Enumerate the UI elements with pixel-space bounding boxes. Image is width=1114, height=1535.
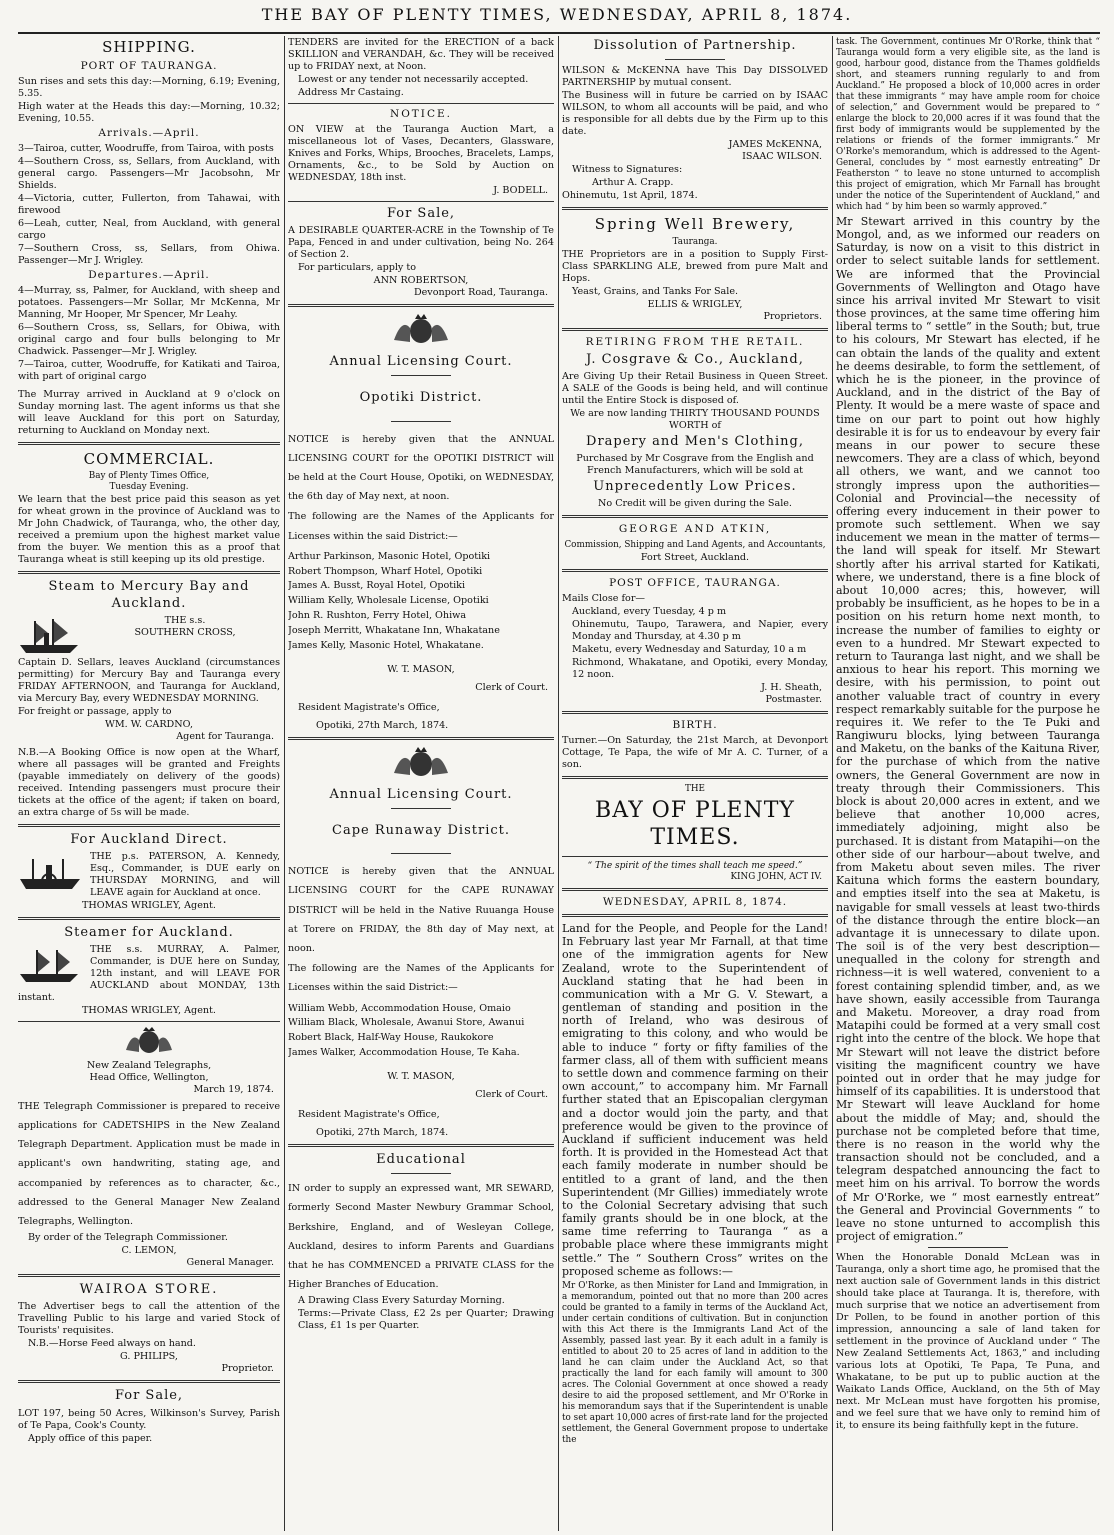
retire-goods: Drapery and Men's Clothing, [586,434,804,450]
divider [18,917,280,920]
editorial-quote: Mr O'Rorke, as then Minister for Land and Immigration, in a memorandum, pointed out that no more than 200 acres could be granted to a family in terms of the Auckland Act, under certain conditions of cultivation. But in conjunction with this Act there is the Immigrants Land Act of the Assembly, passed last year. By it each adult in a family is entitled to about 20 to 25 acres of land in addition to the land he can claim under the Auckland Act, so that practically the land for each family will amount to 300 acres. The Colonial Government at once showed a ready desire to aid the proposed settlement, and Mr O'Rorke in his memorandum says that if the Superintendent is unable to set apart 10,000 acres of first-rate land for the projected settlement, the General Government propose to undertake the [562,1281,828,1445]
court2-sign: W. T. MASON, [387,1070,455,1082]
direct-title: For Auckland Direct. [70,831,228,847]
tele-text: THE Telegraph Commissioner is prepared to receive applications for CADETSHIPS in the New Zealand Telegraph Department. Application must be made in applicant's own handwriting, stating age, and accompanied by references as to character, &c., addressed to the General Manager New Zealand Telegraphs, Wellington. [18,1100,280,1228]
divider [18,1274,280,1277]
masthead: THE BAY OF PLENTY TIMES, WEDNESDAY, APRIL 8, 1874. [261,5,853,24]
arrival-item: 6—Leah, cutter, Neal, from Auckland, with general cargo [18,217,280,241]
tele-head2: Head Office, Wellington, [89,1071,209,1083]
edu-terms: Terms:—Private Class, £2 2s per Quarter; Drawing Class, £1 1s per Quarter. [298,1308,554,1332]
ship-icon [18,617,86,657]
divider [391,853,451,854]
retire-credit: No Credit will be given during the Sale. [597,498,792,510]
diss-witness: Witness to Signatures: [572,164,683,176]
commercial-title: COMMERCIAL. [83,449,215,468]
divider [18,1021,280,1022]
diss-title: Dissolution of Partnership. [593,38,797,53]
editorial-quote-continued: task. The Government, continues Mr O'Rorke, think that “ Tauranga would form a very eligible site, as the land is good, harbour good, distance from the Thames goldfields short, and steamers running regularly to and from Auckland.” He proposed a block of 10,000 acres in order that these immigrants “ may have ample room for choice of selection,” and Government would be prepared to “ enlarge the block to 20,000 acres if it was found that the first body of immigrants would be supplemented by the relations or friends of the former immigrants.” Mr O'Rorke's memorandum, which is addressed to the Agent-General, concludes by “ most earnestly entreating” Dr Featherston “ to leave no stone unturned to accomplish this project of emigration, which Mr Farnall has brought under the notice of the Superintendent of Auckland,” and which had “ by him been so warmly approved.” [836,37,1100,212]
list-item: James Kelly, Masonic Hotel, Whakatane. [288,639,484,651]
departures-heading: Departures.—April. [88,268,210,281]
divider [562,328,828,331]
post-item: Maketu, every Wednesday and Saturday, 10 a m [572,643,807,655]
atkin-sub: Commission, Shipping and Land Agents, and Accountants, [564,539,826,550]
royal-crest-icon [122,1026,176,1056]
column-rule [558,36,559,1531]
court1-names [288,550,554,654]
ship-icon [18,853,86,893]
paper-motto-source: KING JOHN, ACT IV. [730,871,822,882]
steam-agent-title: Agent for Tauranga. [176,730,274,742]
tele-head1: New Zealand Telegraphs, [86,1059,212,1071]
editorial-main: Mr Stewart arrived in this country by the Mongol, and, as we informed our readers on Saturday, is now on a visit to this district in order to select suitable lands for settlement. We are informed that the Provincial Governments of Wellington and Otago have since his arrival invited Mr Stewart to visit those provinces, at the same time offering him liberal terms to “ settle” in the South; but, true to his colours, Mr Stewart has elected, if he can obtain the lands of the quality and extent he deems desirable, to form the settlement, of which he is the pioneer, in the province of Auckland, and in the district of the Bay of Plenty. It would be a mere waste of space and time on our part to point out how highly desirable it is for us to endeavour by every fair means in our power to secure these newcomers. They are a class of which, beyond all others, we want, and we cannot too strongly impress upon the authorities—Colonial and Provincial—the necessity of offering every inducement in their power to promote such settlement. When we say inducement we mean in the matter of terms—the land will speak for itself. Mr Stewart shortly after his arrival started for Katikati, where, we understand, there is a fine block of about 10,000 acres; this, however, will probably be insufficient, as he hopes to be in a position on his return home next month, to increase the number of families to eighty or even to a hundred. Mr Stewart expected to return to Tauranga last night, and we shall be anxious to hear his report. This morning we desire, with his permission, to point out another valuable tract of country in every respect remarkably suitable for the purpose he requires it. We refer to the Te Puki and Rangiwuru blocks, lying between Tauranga and Maketu, on the banks of the Kaituna River, for the purchase of which from the native owners, the General Government are now in treaty through their Commissioners. This block is about 20,000 acres in extent, and we believe that another 10,000 acres, immediately adjoining, might also be purchased. It is distant from Matapihi—on the other side of our harbour—about twelve, and from Maketu about seven miles. The river Kaituna which forms the eastern boundary, and empties itself into the sea at Maketu, is navigable for small vessels at least two-thirds of the distance through the entire block—an advantage it is unnecessary to dilate upon. The soil is of the very best description—unequalled in the colony for strength and richness—it is well watered, convenient to a forest containing splendid timber, and, as we have shown, easily accessible from Tauranga and Maketu. Moreover, a dray road from Matapihi could be formed at a very small cost right into the centre of the block. We hope that Mr Stewart will not leave the district before visiting the magnificent country we have pointed out in order that he may judge for himself of its capabilities. It is understood that Mr Stewart will leave Auckland for home about the middle of May; and, should the purchase not be completed before that time, there is no reason in the world why the transaction should not be concluded, and a telegram despatched announcing the fact to meet him on his arrival. To borrow the words of Mr O'Rorke, we “ most earnestly entreat” the General and Provincial Governments “ to leave no stone unturned to accomplish this project of emigration.” [836,214,1100,1244]
divider [562,776,828,779]
tele-order: By order of the Telegraph Commissioner. [28,1232,228,1244]
sale-text: A DESIRABLE QUARTER-ACRE in the Township of Te Papa, Fenced in and under cultivation, being No. 264 of Section 2. [288,225,554,261]
diss-date: Ohinemutu, 1st April, 1874. [562,190,698,202]
divider [288,103,554,104]
list-item: James A. Busst, Royal Hotel, Opotiki [288,580,466,592]
diss-witness-name: Arthur A. Crapp. [592,177,674,189]
forsale-title: For Sale, [114,1388,184,1404]
direct-text: THE p.s. PATERSON, A. Kennedy, Esq., Commander, is DUE early on THURSDAY MORNING, and will LEAVE again for Auckland at once. [90,850,280,898]
post-title: POST OFFICE, TAURANGA. [609,576,781,589]
forsale-text: LOT 197, being 50 Acres, Wilkinson's Survey, Parish of Te Papa, Cook's County. [18,1407,280,1431]
departure-item: 7—Tairoa, cutter, Woodruffe, for Katikati and Tairoa, with part of original cargo [18,358,280,382]
notice-title: NOTICE. [390,107,452,120]
ship-icon [18,946,86,986]
steam-nb: N.B.—A Booking Office is now open at the Wharf, where all passages will be granted and Freights (payable immediately on delivery of the goods) received. Intending passengers must procure their tickets at the office of the agent; if taken on board, an extra charge of 5s will be made. [18,746,280,818]
divider [391,421,451,422]
court1-notice: NOTICE is hereby given that the ANNUAL LICENSING COURT for the OPOTIKI DISTRICT will be held at the Court House, Opotiki, on WEDNESDAY, the 6th day of May next, at noon. [288,433,554,503]
tenders-addr: Address Mr Castaing. [298,86,404,98]
list-item: James Walker, Accommodation House, Te Kaha. [288,1047,520,1059]
column-2 [288,36,554,1531]
court1-title: Annual Licensing Court. [329,354,513,370]
column-rule [832,36,833,1531]
diss-sign2: ISAAC WILSON. [742,151,822,163]
divider [562,914,828,917]
divider [562,207,828,210]
divider [288,304,554,307]
steam-freight: For freight or passage, apply to [18,705,172,717]
court2-office: Resident Magistrate's Office, [298,1108,440,1120]
court1-date: Opotiki, 27th March, 1874. [316,719,449,731]
list-item: William Black, Wholesale, Awanui Store, Awanui [288,1017,525,1029]
sale-title: For Sale, [386,205,456,221]
divider [665,59,725,60]
notice-text: ON VIEW at the Tauranga Auction Mart, a miscellaneous lot of Vases, Decanters, Glassware, Knives and Forks, Whips, Brooches, Bracelets, Lamps, Ornaments, &c., to be Sold by Auction on WEDNESDAY, 18th inst. [288,124,554,183]
diss-text2: The Business will in future be carried on by ISAAC WILSON, to whom all accounts will be paid, and who is responsible for all debts due by the Firm up to this date. [562,90,828,138]
divider [928,1247,1008,1248]
retire-text: Are Giving Up their Retail Business in Queen Street. A SALE of the Goods is being held, and will continue until the Entire Stock is disposed of. [562,371,828,407]
arrival-item: 3—Tairoa, cutter, Woodruffe, from Tairoa, with posts [18,142,274,154]
steam-title: Steam to Mercury Bay and Auckland. [48,579,250,611]
court2-names [288,1002,554,1061]
paper-the: THE [685,783,705,794]
port-title: PORT OF TAURANGA. [80,59,218,72]
retire-purchased: Purchased by Mr Cosgrave from the English and French Manufacturers, which will be sold at [576,453,814,477]
forsale-apply: Apply office of this paper. [28,1432,153,1444]
divider [288,1144,554,1147]
commercial-date: Tuesday Evening. [109,482,189,493]
tele-sign-title: General Manager. [186,1257,274,1269]
wairoa-title: WAIROA STORE. [79,1282,219,1298]
shipping-title: SHIPPING. [102,38,196,56]
court2-date: Opotiki, 27th March, 1874. [316,1126,449,1138]
editorial-text: Land for the People, and People for the Land! In February last year Mr Farnall, at that time one of the immigration agents for New Zealand, wrote to the Superintendent of Auckland stating that he had been in communication with a Mr G. V. Stewart, a gentleman of standing and position in the north of Ireland, who was desirous of emigrating to this colony, and who would be able to induce “ forty or fifty families of the farmer class, all of them with sufficient means to settle down and commence farming on their own account,” to accompany him. Mr Farnall further stated that an Episcopalian clergyman and a doctor would join the party, and that preference would be given to the province of Auckland if sufficient inducement was held forth. It is provided in the Homestead Act that each family moderate in number should be entitled to a grant of land, and the then Superintendent (Mr Gillies) immediately wrote to the Colonial Secretary advising that such family grants should be in one block, at the same time referring to Tauranga “ as a probable place where these immigrants might settle.” The “ Southern Cross” writes on the proposed scheme as follows:— [562,921,828,1278]
murray-note: The Murray arrived in Auckland at 9 o'clock on Sunday morning last. The agent informs us that she will leave Auckland for this port on Saturday, returning to Auckland on Monday next. [18,388,280,436]
divider [288,737,554,740]
divider [562,711,828,714]
departure-item: 6—Southern Cross, ss, Sellars, for Obiwa, with original cargo and four bulls belonging to Mr Chadwick. Passenger—Mr J. Wrigley. [18,321,280,357]
brew-sign-title: Proprietors. [763,310,822,322]
list-item: John R. Rushton, Ferry Hotel, Ohiwa [288,610,467,622]
court2-sign-title: Clerk of Court. [475,1088,548,1100]
steam-the: THE s.s. [164,614,206,626]
list-item: William Kelly, Wholesale License, Opotiki [288,595,489,607]
edu-drawing: A Drawing Class Every Saturday Morning. [298,1295,505,1307]
commercial-office: Bay of Plenty Times Office, [88,471,210,482]
retire-title: RETIRING FROM THE RETAIL. [585,335,805,348]
post-item: Richmond, Whakatane, and Opotiki, every Monday, 12 noon. [572,656,828,680]
divider [562,569,828,572]
list-item: Arthur Parkinson, Masonic Hotel, Opotiki [288,550,491,562]
divider [18,1380,280,1383]
court1-district: Opotiki District. [359,390,483,406]
steam-agent-name: WM. W. CARDNO, [105,718,193,730]
royal-crest-icon [390,312,452,346]
post-sign-title: Postmaster. [765,693,822,705]
wairoa-sign: G. PHILIPS, [120,1351,178,1363]
wairoa-sign-title: Proprietor. [221,1363,274,1375]
retire-firm: J. Cosgrave & Co., Auckland, [586,351,804,367]
list-item: Robert Thompson, Wharf Hotel, Opotiki [288,565,483,577]
commercial-text: We learn that the best price paid this season as yet for wheat grown in the province of Auckland was to Mr John Chadwick, of Tauranga, who, the other day, received a premium upon the highest market value from the buyer. We mention this as a proof that Tauranga wheat is still keeping up its old prestige. [18,494,280,566]
tele-sign: C. LEMON, [121,1245,177,1257]
birth-title: BIRTH. [672,718,718,731]
arrival-item: 4—Victoria, cutter, Fullerton, from Tahawai, with firewood [18,192,280,216]
divider [18,571,280,574]
divider [18,442,280,445]
divider [562,856,828,857]
edu-title: Educational [376,1151,466,1167]
list-item: Robert Black, Half-Way House, Raukokore [288,1032,494,1044]
divider [391,1173,451,1174]
post-head: Mails Close for— [562,592,645,604]
brew-text2: Yeast, Grains, and Tanks For Sale. [572,285,739,297]
paper-title: BAY OF PLENTY TIMES. [595,797,795,851]
divider [288,201,554,202]
masthead-rule [18,32,1100,34]
column-4 [836,36,1100,1531]
column-1 [18,36,280,1531]
atkin-addr: Fort Street, Auckland. [640,551,750,563]
divider [391,375,451,376]
steamer-agent: THOMAS WRIGLEY, Agent. [82,1004,216,1016]
arrival-item: 7—Southern Cross, ss, Sellars, from Ohiwa. Passenger—Mr J. Wrigley. [18,242,280,266]
divider [562,888,828,891]
brew-title: Spring Well Brewery, [594,215,796,234]
divider [562,515,828,518]
sun-times: Sun rises and sets this day:—Morning, 6.19; Evening, 5.35. [18,75,280,99]
steamer-text: THE s.s. MURRAY, A. Palmer, Commander, is DUE here on Sunday, 12th instant, and will LEAVE FOR AUCKLAND about MONDAY, 13th instant. [18,944,280,1003]
court1-sign-title: Clerk of Court. [475,681,548,693]
direct-agent: THOMAS WRIGLEY, Agent. [82,899,216,911]
water-times: High water at the Heads this day:—Morning, 10.32; Evening, 10.55. [18,100,280,124]
court1-sign: W. T. MASON, [387,663,455,675]
birth-text: Turner.—On Saturday, the 21st March, at Devonport Cottage, Te Papa, the wife of Mr A. C. Turner, of a son. [562,734,828,770]
brew-text: THE Proprietors are in a position to Supply First-Class SPARKLING ALE, brewed from pure Malt and Hops. [562,248,828,284]
arrivals-heading: Arrivals.—April. [98,126,200,139]
post-item: Auckland, every Tuesday, 4 p m [572,605,727,617]
sale-name: ANN ROBERTSON, [373,275,469,287]
departure-item: 4—Murray, ss, Palmer, for Auckland, with sheep and potatoes. Passengers—Mr Sollar, Mr McKenna, Mr Manning, Mr Hooper, Mr Spencer, Mr Leahy. [18,284,280,320]
sale-addr: Devonport Road, Tauranga. [413,287,548,299]
post-item: Ohinemutu, Taupo, Tarawera, and Napier, every Monday and Thursday, at 4.30 p m [572,618,828,642]
tele-date: March 19, 1874. [193,1083,274,1095]
steamer-title: Steamer for Auckland. [64,924,234,940]
diss-sign1: JAMES McKENNA, [728,139,822,151]
court2-district: Cape Runaway District. [332,822,510,838]
post-sign: J. H. Sheath, [761,681,822,693]
notice-sign: J. BODELL. [493,184,548,196]
brew-place: Tauranga. [672,236,718,247]
paper-motto: “ The spirit of the times shall teach me speed.” [587,860,803,871]
wairoa-nb: N.B.—Horse Feed always on hand. [28,1338,196,1350]
brew-sign: ELLIS & WRIGLEY, [647,298,743,310]
column-3 [562,36,828,1531]
court2-names-intro: The following are the Names of the Applicants for Licenses within the said District:— [288,963,554,994]
divider [391,808,451,809]
retire-prices: Unprecedently Low Prices. [593,479,797,495]
list-item: William Webb, Accommodation House, Omaio [288,1002,511,1014]
list-item: Joseph Merritt, Whakatane Inn, Whakatane [288,625,500,637]
edu-text: IN order to supply an expressed want, MR SEWARD, formerly Second Master Newbury Grammar School, Berkshire, England, and of Wesleyan College, Auckland, desires to inform Parents and Guardians that he has COMMENCED a PRIVATE CLASS for the Higher Branches of Education. [288,1183,554,1291]
steam-ship: SOUTHERN CROSS, [134,626,236,638]
diss-text: WILSON & McKENNA have This Day DISSOLVED PARTNERSHIP by mutual consent. [562,65,828,89]
arrival-item: 4—Southern Cross, ss, Sellars, from Auckland, with general cargo. Passengers—Mr Jacobsohn, Mr Shields. [18,155,280,191]
paper-date: WEDNESDAY, APRIL 8, 1874. [602,895,788,908]
court1-office: Resident Magistrate's Office, [298,701,440,713]
wairoa-text: The Advertiser begs to call the attention of the Travelling Public to his large and varied Stock of Tourists' requisites. [18,1301,280,1337]
tenders-text: TENDERS are invited for the ERECTION of a back SKILLION and VERANDAH, &c. They will be received up to FRIDAY next, at Noon. [288,37,554,72]
court2-title: Annual Licensing Court. [329,786,513,802]
retire-landing: We are now landing THIRTY THOUSAND POUNDS WORTH of [570,408,820,432]
royal-crest-icon [390,745,452,779]
steam-text: Captain D. Sellars, leaves Auckland (circumstances permitting) for Mercury Bay and Tauranga every FRIDAY AFTERNOON, and Tauranga for Auckland, via Mercury Bay, every WEDNESDAY MORNING. [18,656,280,704]
court1-names-intro: The following are the Names of the Applicants for Licenses within the said District:— [288,511,554,542]
atkin-title: GEORGE AND ATKIN, [618,523,772,536]
column-rule [284,36,285,1531]
court2-notice: NOTICE is hereby given that the ANNUAL LICENSING COURT for the CAPE RUNAWAY DISTRICT will be held in the Native Ruuanga House at Torere on FRIDAY, the 8th day of May next, at noon. [288,866,554,954]
tenders-note: Lowest or any tender not necessarily accepted. [298,73,529,85]
mclean-article: When the Honorable Donald McLean was in Tauranga, only a short time ago, he promised that the next auction sale of Government lands in this district should take place at Tauranga. It is, therefore, with much surprise that we notice an advertisement from Dr Pollen, to be found in another portion of this impression, announcing a sale of land taken for settlement in the province of Auckland under “ The New Zealand Settlements Act, 1863,” and including various lots at Opotiki, Te Papa, Te Puna, and Whakatane, to be put up to public auction at the Waikato Lands Office, Auckland, on the 5th of May next. Mr McLean must have forgotten his promise, and we feel sure that we have only to remind him of it, to ensure its being faithfully kept in the future. [836,1252,1100,1432]
sale-apply: For particulars, apply to [298,262,417,274]
divider [18,824,280,827]
